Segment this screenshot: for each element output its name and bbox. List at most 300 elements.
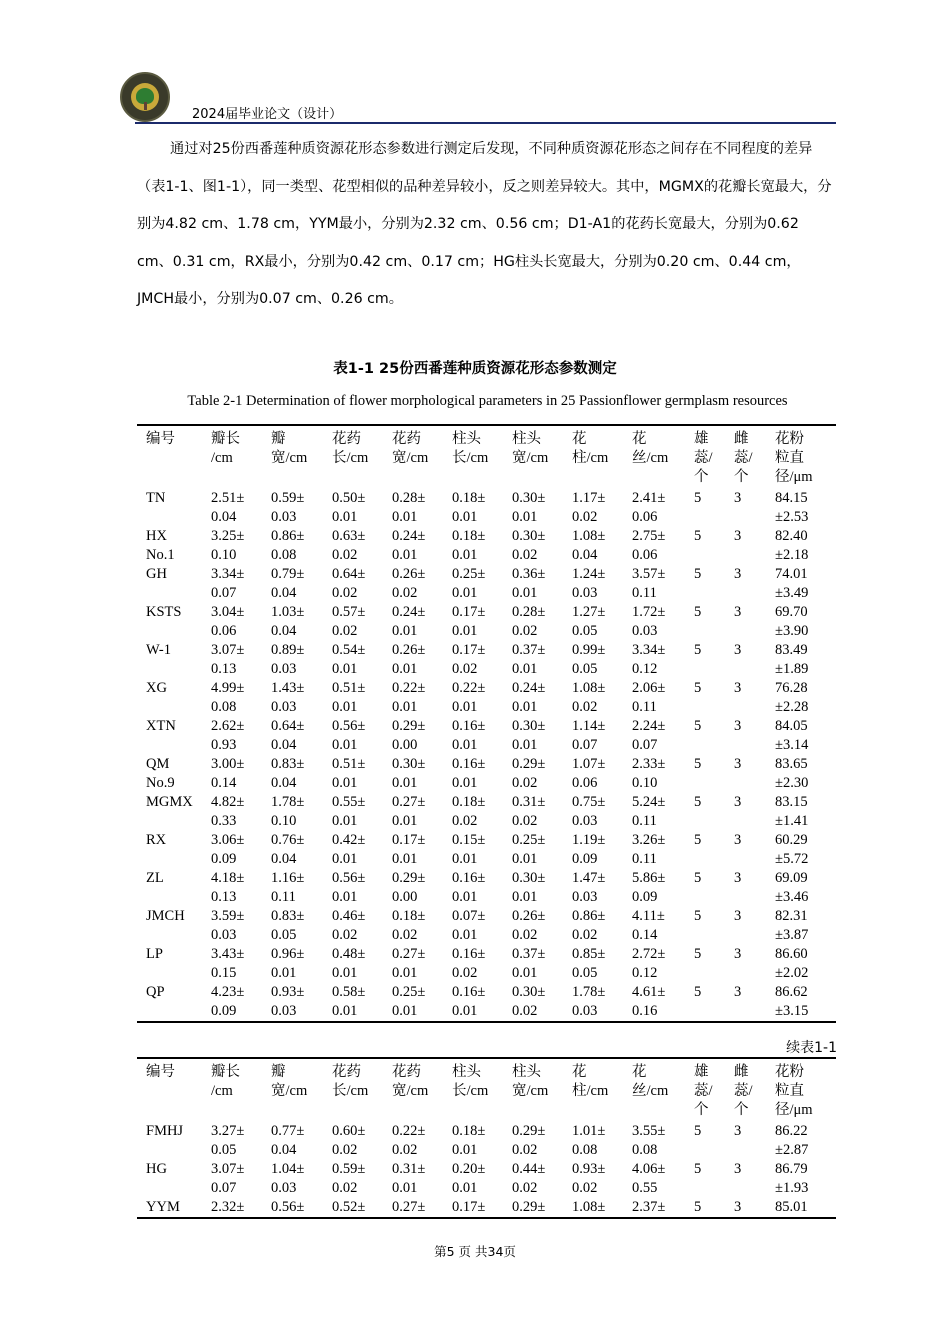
cell-line: 0.01 [392,623,418,639]
cell-line: ±1.89 [775,661,809,677]
cell-line: 0.27± [392,1199,426,1215]
table-cell [209,565,269,603]
cell-line: 0.46± [332,908,366,924]
cell-line: 0.01 [332,813,358,829]
table-cell [450,679,510,717]
cell-line: 粒直 [775,1083,804,1099]
table-cell [630,1160,692,1198]
cell-line: 1.08± [572,1199,606,1215]
table-cell [330,565,390,603]
cell-line: 0.18± [452,490,486,506]
cell-line: 0.01 [392,1180,418,1196]
column-header [137,1058,209,1122]
cell-line: No.1 [146,547,175,563]
cell-line: 花粉 [775,431,804,447]
cell-line: KSTS [146,604,182,620]
cell-line: 5 [694,984,702,1000]
table-cell [732,641,773,679]
table-cell [630,565,692,603]
cell-line: 0.10 [632,775,658,791]
table-cell [692,907,732,945]
cell-line: 0.18± [452,794,486,810]
cell-line: 0.03 [271,661,297,677]
column-header [450,1058,510,1122]
row-label [137,907,209,945]
cell-line: 5 [694,528,702,544]
cell-line: GH [146,566,167,582]
row-label [137,603,209,641]
cell-line: 0.22± [392,680,426,696]
cell-line: 3 [734,1161,742,1177]
row-label [137,945,209,983]
cell-line: 0.13 [211,661,237,677]
cell-line: 3 [734,1199,742,1215]
cell-line: ±3.87 [775,927,809,943]
cell-line: 0.59± [332,1161,366,1177]
table-cell [390,603,450,641]
cell-line: 5 [694,1199,702,1215]
cell-line: 84.05 [775,718,808,734]
table-cell [390,945,450,983]
table-row [137,717,836,755]
cell-line: 0.93 [211,737,237,753]
table-cell [510,1160,570,1198]
cell-line: 0.01 [392,813,418,829]
table-cell [773,603,836,641]
table-cell [209,679,269,717]
table-cell [732,793,773,831]
cell-line: 0.75± [572,794,606,810]
cell-line: 1.72± [632,604,666,620]
table-row [137,793,836,831]
cell-line: 0.29± [512,1199,546,1215]
cell-line: 0.01 [452,737,478,753]
table-cell [692,641,732,679]
cell-line: 0.03 [572,889,598,905]
table-cell [692,603,732,641]
table-cell [630,945,692,983]
cell-line: 瓣长 [211,431,240,447]
table-cell [450,755,510,793]
cell-line: 69.70 [775,604,808,620]
column-header [390,1058,450,1122]
cell-line: 0.01 [332,775,358,791]
table-cell [570,983,630,1022]
table-cell [773,755,836,793]
cell-line: 0.58± [332,984,366,1000]
cell-line: 0.27± [392,946,426,962]
column-header [630,425,692,489]
cell-line: ±2.28 [775,699,809,715]
cell-line: 花 [572,1064,587,1080]
cell-line: 0.55 [632,1180,658,1196]
cell-line: 0.01 [332,661,358,677]
table-cell [732,565,773,603]
cell-line: 1.47± [572,870,606,886]
cell-line: 3 [734,946,742,962]
cell-line: 85.01 [775,1199,808,1215]
table-cell [330,679,390,717]
cell-line: 0.36± [512,566,546,582]
cell-line: 柱头 [512,431,541,447]
cell-line: 0.11 [632,851,657,867]
table-cell [330,907,390,945]
cell-line: 4.06± [632,1161,666,1177]
cell-line: 0.16± [452,984,486,1000]
table-row [137,907,836,945]
table-cell [630,679,692,717]
table-cell [732,983,773,1022]
cell-line: 柱/cm [572,1083,609,1099]
table-cell [570,869,630,907]
table-cell [630,717,692,755]
cell-line: 0.99± [572,642,606,658]
row-label [137,641,209,679]
column-header [269,425,330,489]
table-cell [269,679,330,717]
cell-line: 3.04± [211,604,245,620]
table-cell [450,717,510,755]
cell-line: 76.28 [775,680,808,696]
cell-line: 个 [694,469,709,485]
cell-line: 0.05 [572,965,598,981]
cell-line: 0.02 [572,509,598,525]
table-cell [269,489,330,527]
cell-line: 0.50± [332,490,366,506]
cell-line: 0.03 [572,585,598,601]
cell-line: 3 [734,680,742,696]
cell-line: 0.03 [572,1003,598,1019]
table-cell [209,983,269,1022]
cell-line: 4.99± [211,680,245,696]
table-cell [510,831,570,869]
cell-line: 0.02 [512,547,538,563]
cell-line: 0.51± [332,756,366,772]
cell-line: 0.16± [452,946,486,962]
cell-line: 0.52± [332,1199,366,1215]
cell-line: 0.07 [572,737,598,753]
table-cell [450,1198,510,1218]
table-cell [390,641,450,679]
cell-line: 0.01 [392,699,418,715]
cell-line: QM [146,756,170,772]
cell-line: JMCH [146,908,185,924]
table-cell [450,983,510,1022]
table-cell [269,603,330,641]
cell-line: 3 [734,870,742,886]
cell-line: 5 [694,604,702,620]
cell-line: 花药 [392,431,421,447]
table-cell [773,945,836,983]
table-cell [692,1198,732,1218]
table-cell [269,907,330,945]
column-header [692,425,732,489]
cell-line: 0.11 [271,889,296,905]
cell-line: 5 [694,490,702,506]
column-header [732,1058,773,1122]
table-row [137,869,836,907]
table-cell [692,793,732,831]
cell-line: XG [146,680,167,696]
cell-line: 0.18± [392,908,426,924]
cell-line: LP [146,946,163,962]
table-cell [390,679,450,717]
cell-line: 个 [694,1102,709,1118]
table-cell [570,755,630,793]
cell-line: 1.08± [572,680,606,696]
continued-table-label: 续表1-1 [786,1040,837,1056]
table-cell [732,717,773,755]
cell-line: /cm [211,450,233,466]
cell-line: 0.01 [512,661,538,677]
table-cell [773,527,836,565]
cell-line: 0.79± [271,566,305,582]
cell-line: 雌 [734,1064,749,1080]
cell-line: 0.02 [512,1003,538,1019]
column-header [570,425,630,489]
header-rule [135,122,836,124]
cell-line: ±1.93 [775,1180,809,1196]
cell-line: 宽/cm [271,1083,308,1099]
cell-line: 0.28± [392,490,426,506]
table-cell [450,907,510,945]
cell-line: 0.29± [512,756,546,772]
cell-line: 0.64± [271,718,305,734]
table-cell [773,983,836,1022]
table-cell [732,603,773,641]
cell-line: 1.24± [572,566,606,582]
cell-line: 0.14 [211,775,237,791]
table-cell [732,869,773,907]
cell-line: MGMX [146,794,193,810]
cell-line: 0.16± [452,756,486,772]
cell-line: 0.07 [632,737,658,753]
table-cell [269,1160,330,1198]
cell-line: 4.61± [632,984,666,1000]
cell-line: 83.49 [775,642,808,658]
table-cell [390,1160,450,1198]
column-header [209,1058,269,1122]
cell-line: 0.20± [452,1161,486,1177]
table-row [137,641,836,679]
cell-line: 0.01 [392,509,418,525]
cell-line: 3.27± [211,1123,245,1139]
cell-line: 0.77± [271,1123,305,1139]
cell-line: 0.01 [452,699,478,715]
cell-line: 0.06 [632,509,658,525]
cell-line: 丝/cm [632,1083,669,1099]
cell-line: 0.02 [452,661,478,677]
cell-line: 83.65 [775,756,808,772]
table-cell [510,907,570,945]
cell-line: 柱头 [452,1064,481,1080]
table-caption-en: Table 2-1 Determination of flower morphological parameters in 25 Passionflower germplasm resources [187,393,788,409]
cell-line: 0.17± [452,1199,486,1215]
cell-line: 3 [734,718,742,734]
cell-line: 0.01 [512,965,538,981]
cell-line: 0.26± [392,566,426,582]
cell-line: 0.01 [452,927,478,943]
cell-line: 0.86± [572,908,606,924]
cell-line: 0.11 [632,699,657,715]
table-cell [570,1160,630,1198]
table-cell [510,603,570,641]
cell-line: 蕊/ [734,450,753,466]
cell-line: 4.82± [211,794,245,810]
table-cell [269,945,330,983]
cell-line: 0.37± [512,946,546,962]
cell-line: 0.02 [392,585,418,601]
table-row [137,489,836,527]
cell-line: 0.83± [271,756,305,772]
cell-line: 花药 [392,1064,421,1080]
table-cell [732,679,773,717]
table-cell [269,983,330,1022]
cell-line: 0.01 [392,965,418,981]
row-label [137,1198,209,1218]
row-label [137,1160,209,1198]
cell-line: 蕊/ [694,450,713,466]
table-cell [570,717,630,755]
cell-line: 0.12 [632,965,658,981]
table-cell [732,1160,773,1198]
table-cell [732,755,773,793]
table-cell [269,831,330,869]
cell-line: 4.18± [211,870,245,886]
cell-line: 0.02 [392,1142,418,1158]
cell-line: HX [146,528,167,544]
table-cell [510,869,570,907]
cell-line: 0.07± [452,908,486,924]
cell-line: ±3.46 [775,889,809,905]
table-cell [330,831,390,869]
cell-line: 0.04 [572,547,598,563]
table-row [137,831,836,869]
cell-line: 0.17± [452,604,486,620]
cell-line: 0.30± [512,718,546,734]
table-cell [692,945,732,983]
column-header [209,425,269,489]
table-cell [209,717,269,755]
cell-line: 0.30± [512,984,546,1000]
cell-line: 0.01 [392,661,418,677]
cell-line: 5 [694,756,702,772]
table-cell [450,793,510,831]
cell-line: 69.09 [775,870,808,886]
cell-line: 74.01 [775,566,808,582]
column-header [510,1058,570,1122]
cell-line: 3.34± [211,566,245,582]
cell-line: 2.41± [632,490,666,506]
table-row [137,603,836,641]
header-title: 2024届毕业论文（设计） [192,107,343,122]
cell-line: 0.02 [512,1142,538,1158]
table-cell [269,869,330,907]
cell-line: 0.05 [572,623,598,639]
cell-line: ±3.15 [775,1003,809,1019]
table-cell [390,755,450,793]
table-row [137,679,836,717]
table-cell [570,793,630,831]
cell-line: 0.01 [452,509,478,525]
table-cell [390,565,450,603]
cell-line: 0.29± [512,1123,546,1139]
cell-line: 0.01 [332,965,358,981]
cell-line: 0.16± [452,870,486,886]
cell-line: 2.72± [632,946,666,962]
cell-line: 花药 [332,1064,361,1080]
table-cell [773,717,836,755]
table-cell [330,1198,390,1218]
cell-line: 84.15 [775,490,808,506]
cell-line: 0.04 [271,623,297,639]
table-cell [269,1198,330,1218]
cell-line: 3 [734,528,742,544]
cell-line: 0.08 [572,1142,598,1158]
row-label [137,983,209,1022]
cell-line: 0.26± [512,908,546,924]
cell-line: 花 [572,431,587,447]
table-cell [630,489,692,527]
cell-line: 0.02 [572,927,598,943]
cell-line: 0.09 [572,851,598,867]
table-row [137,983,836,1022]
cell-line: 径/μm [775,1102,813,1118]
cell-line: 0.30± [512,490,546,506]
cell-line: 0.51± [332,680,366,696]
table-cell [209,1198,269,1218]
cell-line: 瓣 [271,1064,286,1080]
table-cell [209,603,269,641]
cell-line: ±2.18 [775,547,809,563]
cell-line: 0.03 [271,509,297,525]
table-cell [692,679,732,717]
cell-line: 0.02 [332,547,358,563]
table-cell [209,907,269,945]
row-label [137,717,209,755]
cell-line: ±2.87 [775,1142,809,1158]
table-cell [773,1160,836,1198]
cell-line: ±2.02 [775,965,809,981]
table-row [137,527,836,565]
table-cell [773,641,836,679]
table-cell [510,983,570,1022]
cell-line: 1.03± [271,604,305,620]
table-cell [209,755,269,793]
table-cell [692,527,732,565]
table-cell [209,1160,269,1198]
cell-line: 0.01 [452,623,478,639]
table-row [137,1198,836,1218]
table-cell [510,527,570,565]
table-cell [330,793,390,831]
row-label [137,679,209,717]
table-cell [630,527,692,565]
cell-line: 0.01 [452,851,478,867]
cell-line: 宽/cm [392,1083,429,1099]
table-cell [269,1122,330,1160]
cell-line: 2.75± [632,528,666,544]
column-header [390,425,450,489]
table-cell [390,831,450,869]
cell-line: 0.14 [632,927,658,943]
cell-line: 1.78± [572,984,606,1000]
cell-line: 柱头 [452,431,481,447]
column-header [450,425,510,489]
cell-line: 86.79 [775,1161,808,1177]
table-cell [510,945,570,983]
cell-line: 长/cm [332,1083,369,1099]
